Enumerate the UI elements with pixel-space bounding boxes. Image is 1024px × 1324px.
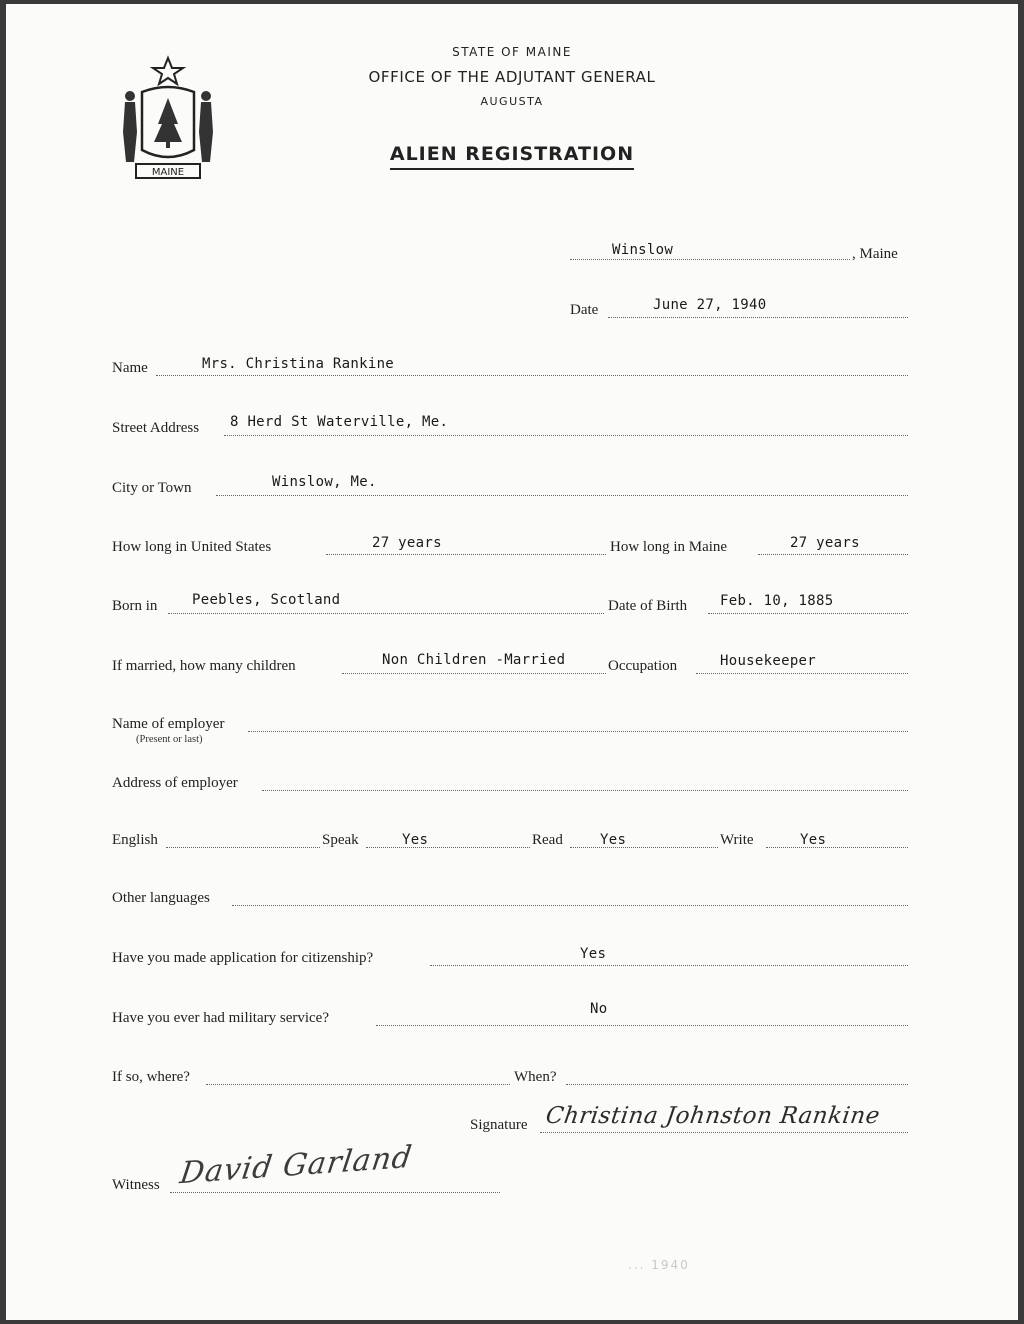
street-label: Street Address <box>112 420 200 436</box>
read-value: Yes <box>600 832 627 848</box>
name-value: Mrs. Christina Rankine <box>202 356 395 372</box>
military-value: No <box>590 1001 608 1017</box>
born-in-line <box>168 613 604 614</box>
how-long-maine-value: 27 years <box>790 535 860 551</box>
signature-line <box>540 1132 908 1133</box>
city-label: City or Town <box>112 480 192 496</box>
employer-label: Name of employer <box>112 716 225 732</box>
form-title: ALIEN REGISTRATION <box>0 143 1024 165</box>
date-value: June 27, 1940 <box>653 297 767 313</box>
city-line <box>216 495 908 496</box>
street-value: 8 Herd St Waterville, Me. <box>230 414 449 430</box>
english-line <box>166 847 320 848</box>
header-office: OFFICE OF THE ADJUTANT GENERAL <box>368 68 656 86</box>
name-line <box>156 375 908 376</box>
read-line <box>570 847 718 848</box>
other-languages-line <box>232 905 908 906</box>
speak-line <box>366 847 530 848</box>
where-label: If so, where? <box>112 1069 190 1085</box>
when-line <box>566 1084 908 1085</box>
witness-line <box>170 1192 500 1193</box>
how-long-us-label: How long in United States <box>112 539 272 555</box>
english-label: English <box>112 832 158 848</box>
write-label: Write <box>720 832 754 848</box>
speak-label: Speak <box>322 832 359 848</box>
born-in-value: Peebles, Scotland <box>192 592 341 608</box>
occupation-value: Housekeeper <box>720 653 817 669</box>
witness-label: Witness <box>112 1177 160 1193</box>
how-long-us-line <box>326 554 606 555</box>
maine-label: , Maine <box>852 246 898 262</box>
dob-value: Feb. 10, 1885 <box>720 593 834 609</box>
applicant-signature: Christina Johnston Rankine <box>544 1103 882 1129</box>
citizenship-label: Have you made application for citizenship? <box>112 950 374 966</box>
how-long-maine-label: How long in Maine <box>610 539 728 555</box>
town-line <box>570 259 850 260</box>
children-line <box>342 673 606 674</box>
citizenship-line <box>430 965 908 966</box>
military-label: Have you ever had military service? <box>112 1010 329 1026</box>
employer-address-line <box>262 790 908 791</box>
city-value: Winslow, Me. <box>272 474 377 490</box>
how-long-maine-line <box>758 554 908 555</box>
header-state: STATE OF MAINE <box>452 45 572 59</box>
header-city: AUGUSTA <box>480 95 544 108</box>
faint-stamp: ... 1940 <box>628 1258 690 1272</box>
military-line <box>376 1025 908 1026</box>
dob-label: Date of Birth <box>608 598 688 614</box>
date-line <box>608 317 908 318</box>
date-label: Date <box>570 302 599 318</box>
children-label: If married, how many children <box>112 658 296 674</box>
employer-address-label: Address of employer <box>112 775 238 791</box>
seal-label: MAINE <box>151 167 185 178</box>
speak-value: Yes <box>402 832 429 848</box>
citizenship-value: Yes <box>580 946 607 962</box>
town-value: Winslow <box>612 242 674 258</box>
how-long-us-value: 27 years <box>372 535 442 551</box>
read-label: Read <box>532 832 563 848</box>
dob-line <box>708 613 908 614</box>
employer-sublabel: (Present or last) <box>136 734 203 745</box>
write-value: Yes <box>800 832 827 848</box>
occupation-line <box>696 673 908 674</box>
signature-label: Signature <box>470 1117 528 1133</box>
when-label: When? <box>514 1069 557 1085</box>
other-languages-label: Other languages <box>112 890 210 906</box>
street-line <box>224 435 908 436</box>
write-line <box>766 847 908 848</box>
where-line <box>206 1084 510 1085</box>
employer-line <box>248 731 908 732</box>
occupation-label: Occupation <box>608 658 678 674</box>
name-label: Name <box>112 360 148 376</box>
children-value: Non Children -Married <box>382 652 566 668</box>
witness-signature: David Garland <box>177 1139 415 1192</box>
born-in-label: Born in <box>112 598 158 614</box>
